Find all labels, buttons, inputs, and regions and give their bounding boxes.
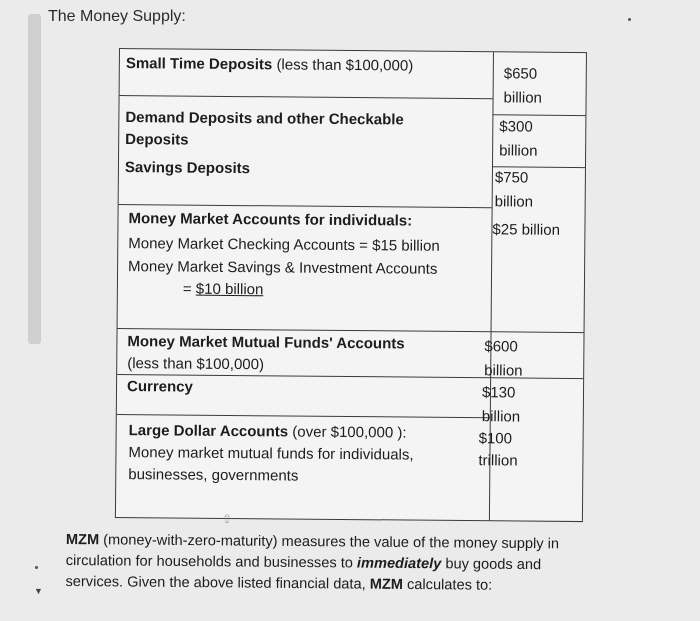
mzm-text: calculates to: [402, 576, 493, 594]
mzm-term: MZM [65, 531, 100, 549]
row-label: Savings Deposits [124, 159, 251, 178]
row-value: $650 billion [503, 65, 543, 107]
table-row [125, 157, 250, 180]
mzm-text: buy goods and [441, 556, 542, 574]
mzm-paragraph [65, 530, 626, 598]
row-label: Small Time Deposits [125, 55, 273, 74]
table-row [128, 420, 414, 488]
page-title: The Money Supply: [48, 8, 186, 25]
table-row [128, 208, 440, 303]
row-line: Money Market Savings & Investment Accounts [128, 258, 438, 278]
row-label: Demand Deposits and other Checkable Deposits [125, 109, 404, 149]
scrollbar[interactable] [28, 14, 41, 344]
mzm-emphasis: immediately [356, 555, 442, 573]
row-value: $600 billion [484, 338, 523, 380]
mzm-term: MZM [369, 576, 404, 593]
chevron-down-icon[interactable]: ▼ [34, 586, 43, 596]
row-label: Money Market Mutual Funds' Accounts [127, 333, 405, 353]
cursor-icon: ⇧ [222, 512, 233, 526]
mzm-text: circulation for households and businesses to [65, 552, 358, 572]
row-value: $300 billion [499, 118, 538, 160]
bullet-dot [628, 18, 631, 21]
table-row [127, 331, 405, 377]
row-value: $750 billion [494, 169, 534, 211]
row-label: Currency [126, 378, 193, 396]
row-line: Money Market Checking Accounts = $15 billion [128, 235, 440, 255]
row-value: $130 billion [481, 384, 521, 426]
row-line: businesses, governments [128, 466, 299, 485]
mzm-text: (money-with-zero-maturity) measures the value of the money supply in [99, 532, 560, 553]
bullet-dot [35, 566, 38, 569]
row-note: (less than $100,000) [272, 56, 414, 75]
row-label: Money Market Accounts for individuals: [128, 210, 413, 230]
row-value: $100 trillion [478, 430, 518, 470]
table-row [126, 53, 414, 78]
table-row [125, 107, 425, 154]
row-line: (less than $100,000) [127, 355, 265, 374]
row-note: (over $100,000 ): [288, 423, 407, 442]
mzm-text: services. Given the above listed financial data, [65, 573, 370, 593]
row-line-prefix: = [182, 280, 196, 298]
money-supply-table [115, 48, 587, 522]
table-row [127, 376, 193, 399]
row-value: $25 billion [492, 221, 561, 239]
row-line: Money market mutual funds for individuals, [128, 444, 414, 464]
row-line: $10 billion [195, 280, 264, 299]
row-label: Large Dollar Accounts [128, 422, 289, 441]
